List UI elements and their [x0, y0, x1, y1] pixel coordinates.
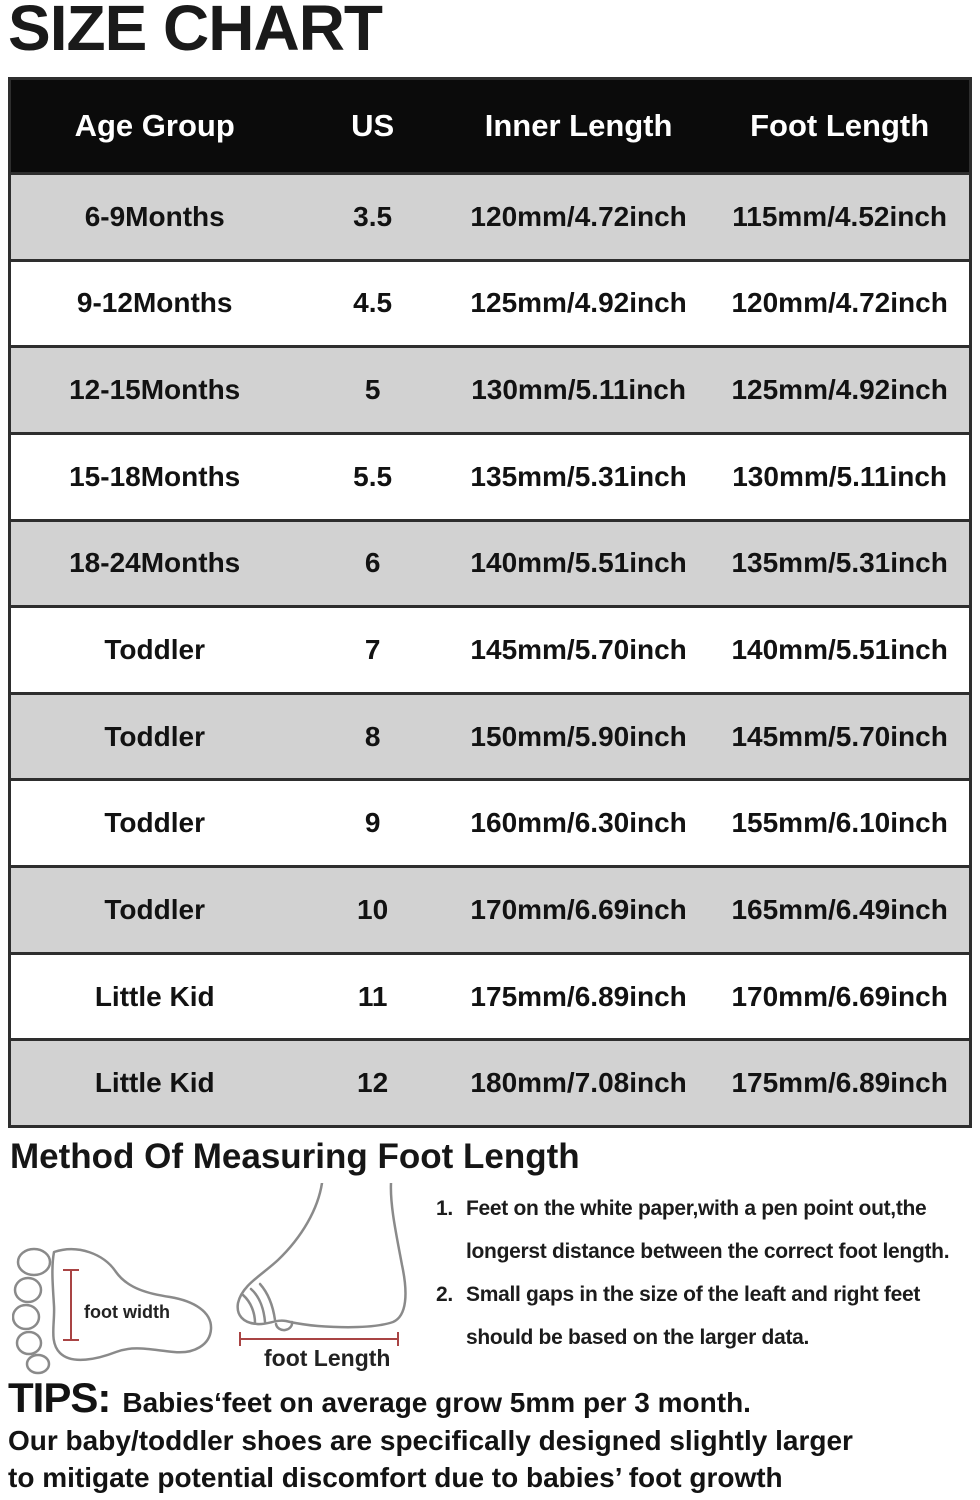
- foot-length-cell: 145mm/5.70inch: [731, 720, 948, 752]
- header-age-group: Age Group: [74, 108, 235, 143]
- size-table: [8, 77, 972, 1128]
- inner-length-cell: 170mm/6.69inch: [470, 893, 687, 925]
- foot-length-measure-line: [240, 1332, 398, 1346]
- foot-width-label: foot width: [84, 1302, 170, 1322]
- inner-length-cell: 130mm/5.11inch: [471, 374, 686, 406]
- foot-length-cell: 130mm/5.11inch: [732, 460, 948, 492]
- us-size-cell: 4.5: [353, 287, 393, 319]
- instruction-item-2: [436, 1283, 976, 1350]
- tips-line-3: to mitigate potential discomfort due to babies’ foot growth: [8, 1462, 783, 1493]
- table-row: [11, 172, 969, 259]
- foot-side-view-illustration: [230, 1183, 425, 1348]
- us-size-cell: 12: [357, 1067, 389, 1099]
- inner-length-cell: 175mm/6.89inch: [470, 980, 687, 1012]
- tips-line-1: Babies‘feet on average grow 5mm per 3 month.: [122, 1387, 751, 1418]
- table-row: [11, 432, 969, 519]
- us-size-cell: 7: [364, 634, 381, 666]
- age-group-cell: Toddler: [104, 634, 205, 666]
- tips-label: TIPS:: [8, 1374, 111, 1421]
- header-foot-length: Foot Length: [750, 108, 930, 143]
- foot-length-cell: 115mm/4.52inch: [732, 200, 948, 232]
- us-size-cell: 9: [364, 807, 381, 839]
- us-size-cell: 8: [364, 720, 381, 752]
- inner-length-cell: 135mm/5.31inch: [470, 460, 687, 492]
- page-title: SIZE CHART: [8, 0, 382, 64]
- age-group-cell: Toddler: [104, 720, 205, 752]
- foot-length-cell: 125mm/4.92inch: [731, 374, 948, 406]
- age-group-cell: 15-18Months: [69, 460, 241, 492]
- tips-section: [8, 1374, 974, 1496]
- age-group-cell: Little Kid: [94, 1067, 215, 1099]
- us-size-cell: 10: [357, 893, 389, 925]
- instruction-line: Feet on the white paper,with a pen point out,the: [466, 1197, 927, 1220]
- us-size-cell: 5: [364, 374, 381, 406]
- table-header-row: [11, 80, 969, 172]
- age-group-cell: 9-12Months: [76, 287, 233, 319]
- table-row: [11, 865, 969, 952]
- foot-length-cell: 140mm/5.51inch: [731, 634, 948, 666]
- measuring-instructions: [436, 1197, 976, 1369]
- measuring-section-title: Method Of Measuring Foot Length: [10, 1137, 580, 1176]
- table-row: [11, 778, 969, 865]
- inner-length-cell: 180mm/7.08inch: [470, 1067, 687, 1099]
- foot-length-cell: 165mm/6.49inch: [731, 893, 948, 925]
- instruction-number: 2.: [436, 1283, 453, 1306]
- header-us-size: US: [351, 108, 395, 143]
- us-size-cell: 3.5: [353, 200, 393, 232]
- table-row: [11, 952, 969, 1039]
- foot-length-cell: 135mm/5.31inch: [731, 547, 948, 579]
- table-row: [11, 1038, 969, 1125]
- inner-length-cell: 145mm/5.70inch: [470, 634, 687, 666]
- instruction-line: longerst distance between the correct foot length.: [466, 1240, 950, 1263]
- inner-length-cell: 125mm/4.92inch: [470, 287, 687, 319]
- table-row: [11, 692, 969, 779]
- age-group-cell: Toddler: [104, 807, 205, 839]
- table-row: [11, 605, 969, 692]
- foot-width-measure-line: [63, 1270, 79, 1340]
- foot-length-label: foot Length: [264, 1345, 391, 1371]
- inner-length-cell: 150mm/5.90inch: [470, 720, 687, 752]
- foot-length-cell: 175mm/6.89inch: [731, 1067, 948, 1099]
- age-group-cell: 18-24Months: [69, 547, 241, 579]
- age-group-cell: 12-15Months: [69, 374, 241, 406]
- foot-length-cell: 170mm/6.69inch: [731, 980, 948, 1012]
- instruction-line: Small gaps in the size of the leaft and right feet: [466, 1283, 921, 1306]
- us-size-cell: 11: [357, 980, 388, 1012]
- age-group-cell: 6-9Months: [84, 200, 225, 232]
- instruction-line: should be based on the larger data.: [466, 1326, 810, 1349]
- us-size-cell: 6: [364, 547, 381, 579]
- foot-length-cell: 120mm/4.72inch: [731, 287, 948, 319]
- inner-length-cell: 120mm/4.72inch: [470, 200, 687, 232]
- table-row: [11, 259, 969, 346]
- age-group-cell: Little Kid: [94, 980, 215, 1012]
- inner-length-cell: 140mm/5.51inch: [470, 547, 687, 579]
- instruction-item-1: [436, 1197, 976, 1264]
- table-row: [11, 345, 969, 432]
- age-group-cell: Toddler: [104, 893, 205, 925]
- foot-length-cell: 155mm/6.10inch: [731, 807, 948, 839]
- inner-length-cell: 160mm/6.30inch: [470, 807, 687, 839]
- instruction-number: 1.: [436, 1197, 453, 1220]
- tips-line-2: Our baby/toddler shoes are specifically designed slightly larger: [8, 1425, 853, 1456]
- table-row: [11, 519, 969, 606]
- header-inner-length: Inner Length: [484, 108, 673, 143]
- us-size-cell: 5.5: [353, 460, 393, 492]
